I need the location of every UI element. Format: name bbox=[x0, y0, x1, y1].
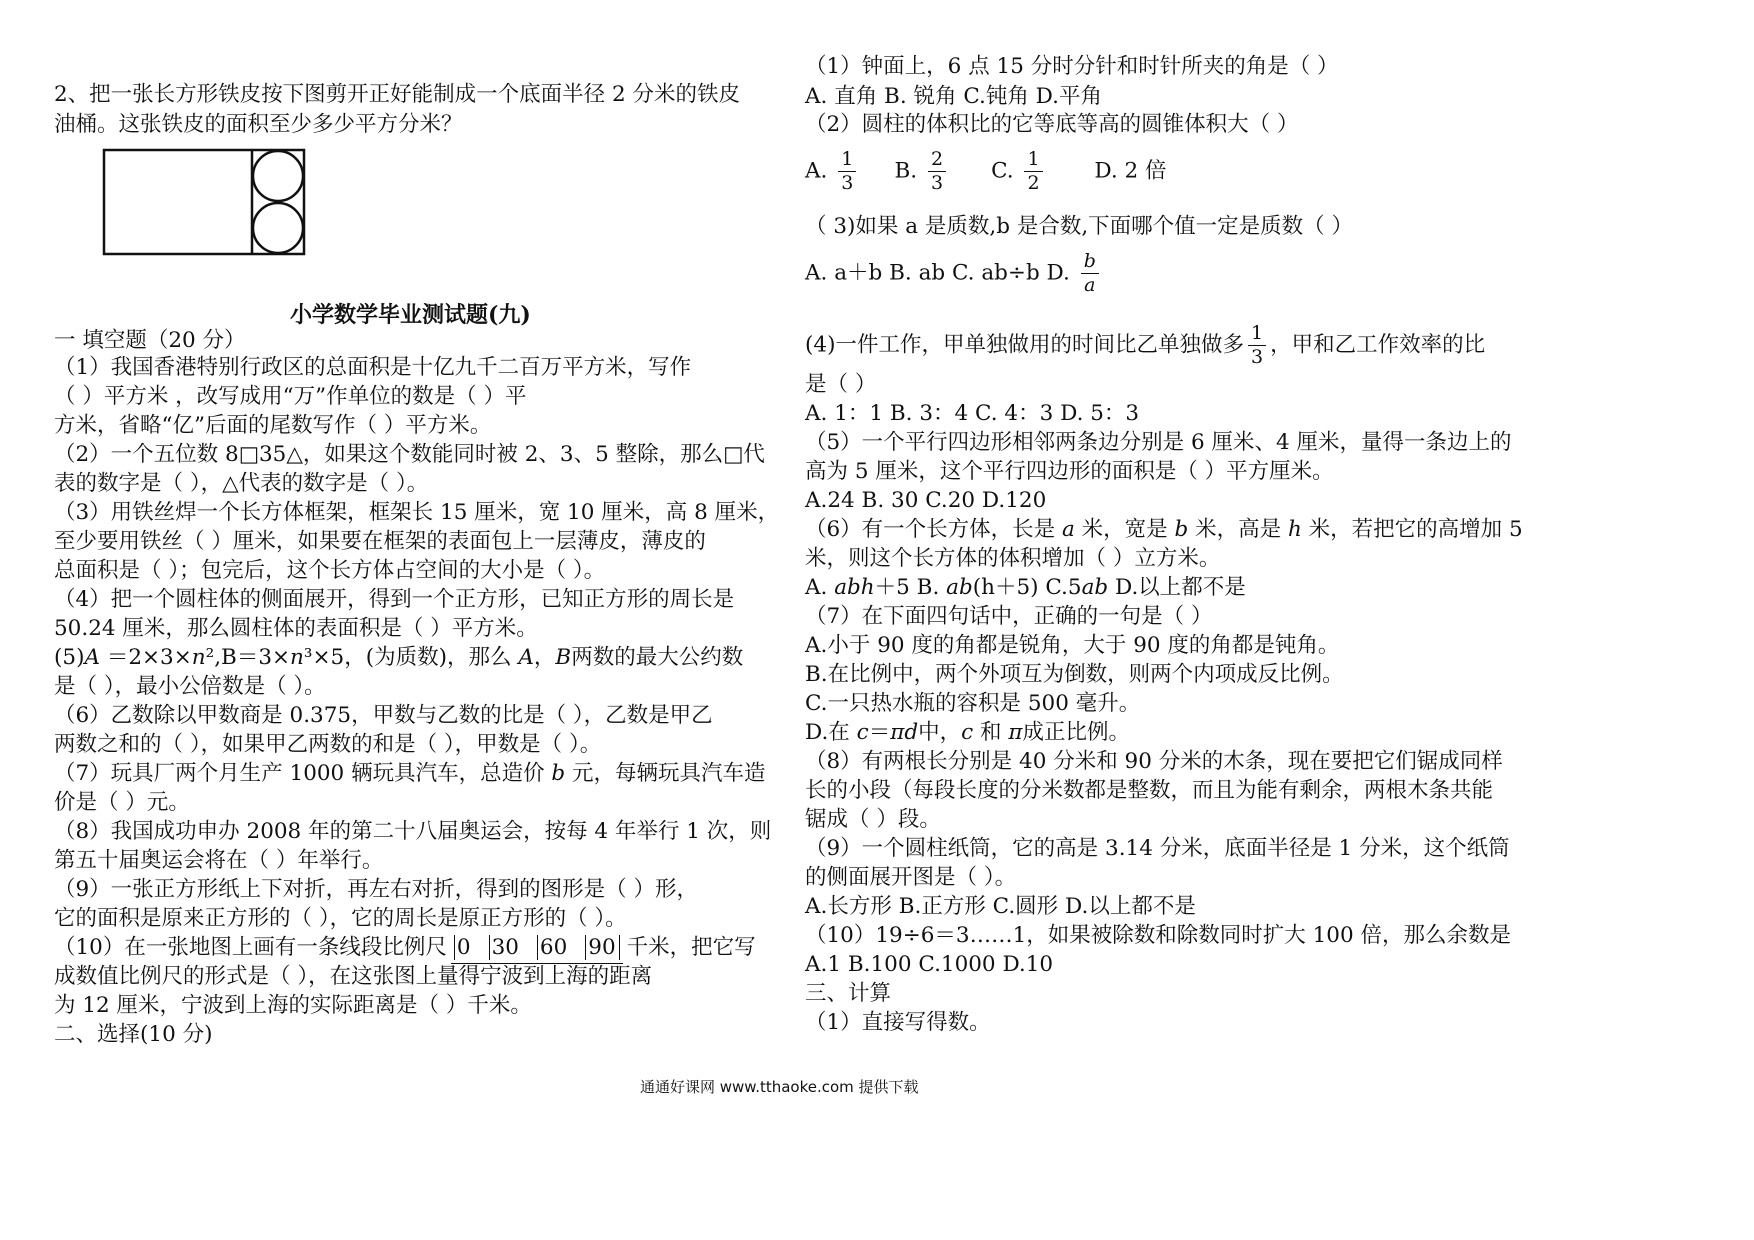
rectangle-circles-figure bbox=[100, 146, 310, 258]
q6-opt-a-expr: abh bbox=[834, 575, 875, 600]
choice-q1-options: A. 直角 B. 锐角 C.钝角 D.平角 bbox=[805, 84, 1102, 109]
frac-denominator: 3 bbox=[841, 172, 854, 194]
q6-var-a: a bbox=[1062, 517, 1075, 542]
q5-part-k: 两数的最大公约数 bbox=[571, 645, 744, 670]
fill-q3-line-2: 至少要用铁丝（ ）厘米，如果要在框架的表面包上一层薄皮，薄皮的 bbox=[54, 529, 706, 554]
q7d-and: 和 bbox=[973, 720, 1009, 745]
choice-q7-option-c: C.一只热水瓶的容积是 500 毫升。 bbox=[805, 691, 1141, 716]
q7d-c: c bbox=[856, 720, 869, 745]
q5-var-n1: n bbox=[191, 645, 206, 670]
fill-q9-line-1: （9）一张正方形纸上下对折，再左右对折，得到的图形是（ ）形， bbox=[54, 877, 699, 902]
calc-q1: （1）直接写得数。 bbox=[805, 1010, 991, 1035]
frac-numerator: 1 bbox=[838, 150, 856, 172]
frac-numerator: 1 bbox=[1024, 150, 1042, 172]
q6-part-b: 米，宽是 bbox=[1074, 517, 1175, 542]
scale-tick-0: 0 bbox=[454, 935, 471, 960]
choice-q8-line-2: 长的小段（每段长度的分米数都是整数，而且为能有剩余，两根木条共能 bbox=[805, 778, 1494, 803]
q2-opt-a-label: A. bbox=[805, 158, 828, 184]
choice-q6-line-1 bbox=[805, 515, 1523, 545]
fill-q4-line-2: 50.24 厘米，那么圆柱体的表面积是（ ）平方米。 bbox=[54, 616, 538, 641]
q7d-d: d bbox=[904, 720, 919, 745]
q5-part-c: ＝2×3× bbox=[100, 645, 192, 670]
fill-q6-line-2: 两数之和的（ ），如果甲乙两数的和是（ ），甲数是（ ）。 bbox=[54, 732, 602, 757]
q6-opt-a: A. bbox=[805, 575, 835, 600]
q7d-1: D.在 bbox=[805, 720, 857, 745]
fill-q7-line-2: 价是（ ）元。 bbox=[54, 790, 190, 815]
fill-q3-line-1: （3）用铁丝焊一个长方体框架，框架长 15 厘米，宽 10 厘米，高 8 厘米， bbox=[54, 500, 780, 525]
q5-var-b: B bbox=[555, 645, 572, 670]
choice-q8-line-3: 锯成（ ）段。 bbox=[805, 807, 941, 832]
q2-line-2: 油桶。这张铁皮的面积至少多少平方分米？ bbox=[54, 112, 463, 137]
scale-tick-90: 90 bbox=[585, 935, 619, 960]
q4-part-b: ，甲和乙工作效率的比 bbox=[1270, 332, 1486, 358]
choice-q4-line-2: 是（ ） bbox=[805, 372, 877, 397]
frac-numerator: 2 bbox=[928, 150, 946, 172]
fill-q8-line-2: 第五十届奥运会将在（ ）年举行。 bbox=[54, 848, 384, 873]
choice-q2: （2）圆柱的体积比的它等底等高的圆锥体积大（ ） bbox=[805, 112, 1299, 137]
q5-part-a: (5) bbox=[54, 645, 85, 670]
fill-q6-line-1: （6）乙数除以甲数商是 0.375，甲数与乙数的比是（ ），乙数是甲乙 bbox=[54, 703, 713, 728]
choice-q7-option-b: B.在比例中，两个外项互为倒数，则两个内项成反比例。 bbox=[805, 662, 1344, 687]
choice-q3: （ 3)如果 a 是质数,b 是合数,下面哪个值一定是质数（ ） bbox=[805, 214, 1353, 239]
fraction-two-thirds bbox=[928, 150, 946, 193]
q5-part-g: ³×5，(为质数)，那么 bbox=[303, 645, 519, 670]
q5-part-e: ²,B＝3× bbox=[205, 645, 291, 670]
line-scale-bar bbox=[451, 933, 623, 964]
q5-var-a: A bbox=[84, 645, 100, 670]
fill-q5-line-2: 是（ ），最小公倍数是（ ）。 bbox=[54, 674, 326, 699]
frac-numerator: 1 bbox=[1248, 324, 1266, 346]
q10-part-b: 千米，把它写 bbox=[626, 935, 756, 960]
scale-tick-60: 60 bbox=[537, 935, 567, 960]
choice-q10: （10）19÷6＝3……1，如果被除数和除数同时扩大 100 倍，那么余数是 bbox=[805, 923, 1511, 948]
fill-q2-line-1: （2）一个五位数 8□35△，如果这个数能同时被 2、3、5 整除，那么□代 bbox=[54, 442, 765, 467]
frac-numerator: b bbox=[1081, 252, 1099, 274]
fill-q1-line-3: 方米，省略“亿”后面的尾数写作（ ）平方米。 bbox=[54, 413, 492, 438]
section-3-heading: 三、计算 bbox=[805, 981, 892, 1006]
fill-q1-line-1: （1）我国香港特别行政区的总面积是十亿九千二百万平方米，写作 bbox=[54, 355, 692, 380]
choice-q4-line-1 bbox=[805, 324, 1485, 367]
fill-q4-line-1: （4）把一个圆柱体的侧面展开，得到一个正方形，已知正方形的周长是 bbox=[54, 587, 735, 612]
q7-part-c: 元，每辆玩具汽车造 bbox=[565, 761, 766, 786]
choice-q5-options: A.24 B. 30 C.20 D.120 bbox=[805, 488, 1047, 513]
frac-denominator: 3 bbox=[1250, 346, 1264, 368]
choice-q7: （7）在下面四句话中，正确的一句是（ ） bbox=[805, 604, 1213, 629]
fill-q10-line-2: 成数值比例尺的形式是（ ），在这张图上量得宁波到上海的距离 bbox=[54, 964, 653, 989]
top-circle bbox=[253, 151, 303, 201]
scale-tick-30: 30 bbox=[489, 935, 519, 960]
fraction-b-over-a bbox=[1081, 252, 1099, 295]
choice-q10-options: A.1 B.100 C.1000 D.10 bbox=[805, 952, 1054, 977]
frac-denominator: 3 bbox=[930, 172, 944, 194]
q5-var-n2: n bbox=[290, 645, 304, 670]
q7d-c2: c bbox=[961, 720, 974, 745]
fill-q8-line-1: （8）我国成功申办 2008 年的第二十八届奥运会，按每 4 年举行 1 次，则 bbox=[54, 819, 772, 844]
fill-q3-line-3: 总面积是（ ）；包完后，这个长方体占空间的大小是（ ）。 bbox=[54, 558, 606, 583]
choice-q3-options bbox=[805, 252, 1103, 295]
q2-opt-c-label: C. bbox=[991, 158, 1014, 184]
choice-q1: （1）钟面上，6 点 15 分时分针和时针所夹的角是（ ） bbox=[805, 54, 1339, 79]
choice-q2-options bbox=[805, 150, 1167, 193]
fill-q2-line-2: 表的数字是（ ），△代表的数字是（ ）。 bbox=[54, 471, 429, 496]
q6-part-d: 米，若把它的高增加 5 bbox=[1301, 517, 1523, 542]
q6-opt-b-expr: ab bbox=[946, 575, 973, 600]
q7d-eq: ＝ bbox=[868, 720, 891, 745]
q3-opts-text: A. a＋b B. ab C. ab÷b D. bbox=[805, 260, 1070, 286]
fill-q9-line-2: 它的面积是原来正方形的（ ），它的周长是原正方形的（ ）。 bbox=[54, 906, 627, 931]
q7d-pi2: π bbox=[1008, 720, 1023, 745]
fill-q5-line-1 bbox=[54, 643, 743, 673]
fill-q10-line-3: 为 12 厘米，宁波到上海的实际距离是（ ）千米。 bbox=[54, 993, 532, 1018]
q6-var-b: b bbox=[1174, 517, 1189, 542]
q6-opt-c: (h＋5) C.5 bbox=[972, 575, 1082, 600]
q2-opt-d-label: D. 2 倍 bbox=[1094, 158, 1167, 184]
q2-opt-b-label: B. bbox=[894, 158, 918, 184]
q6-part-c: 米，高是 bbox=[1188, 517, 1288, 542]
q7d-6: 中， bbox=[918, 720, 962, 745]
page-title: 小学数学毕业测试题(九) bbox=[290, 302, 531, 328]
q7-var-b: b bbox=[551, 761, 566, 786]
q6-var-h: h bbox=[1287, 517, 1302, 542]
q7-part-a: （7）玩具厂两个月生产 1000 辆玩具汽车，总造价 bbox=[54, 761, 552, 786]
choice-q6-options bbox=[805, 573, 1246, 603]
q6-opt-b: ＋5 B. bbox=[874, 575, 947, 600]
frac-denominator: 2 bbox=[1027, 172, 1040, 194]
fraction-one-half bbox=[1024, 150, 1042, 193]
choice-q4-options: A. 1：1 B. 3：4 C. 4：3 D. 5：3 bbox=[805, 401, 1140, 426]
choice-q9-line-1: （9）一个圆柱纸筒，它的高是 3.14 分米，底面半径是 1 分米，这个纸筒 bbox=[805, 836, 1510, 861]
q4-part-a: (4)一件工作，甲单独做用的时间比乙单独做多 bbox=[805, 332, 1244, 358]
choice-q9-line-2: 的侧面展开图是（ ）。 bbox=[805, 865, 1017, 890]
fraction-one-third bbox=[1248, 324, 1266, 367]
fraction-one-third bbox=[838, 150, 856, 193]
q6-opt-d: D.以上都不是 bbox=[1108, 575, 1246, 600]
q5-var-a2: A bbox=[518, 645, 534, 670]
q2-line-1: 2、把一张长方形铁皮按下图剪开正好能制成一个底面半径 2 分米的铁皮 bbox=[54, 82, 741, 107]
q10-part-a: （10）在一张地图上画有一条线段比例尺 bbox=[54, 935, 447, 960]
section-2-heading: 二、选择(10 分) bbox=[54, 1022, 213, 1047]
choice-q7-option-a: A.小于 90 度的角都是锐角，大于 90 度的角都是钝角。 bbox=[805, 633, 1340, 658]
footer-source: 通通好课网 www.tthaoke.com 提供下载 bbox=[640, 1078, 919, 1096]
bottom-circle bbox=[253, 203, 303, 253]
q6-opt-c-expr: ab bbox=[1081, 575, 1109, 600]
fill-q7-line-1 bbox=[54, 759, 766, 789]
choice-q5-line-1: （5）一个平行四边形相邻两条边分别是 6 厘米、4 厘米，量得一条边上的 bbox=[805, 430, 1512, 455]
choice-q6-line-2: 米，则这个长方体的体积增加（ ）立方米。 bbox=[805, 546, 1221, 571]
sheet-rectangle bbox=[104, 150, 304, 254]
fill-q10-line-1 bbox=[54, 933, 756, 964]
choice-q7-option-d bbox=[805, 718, 1130, 748]
frac-denominator: a bbox=[1084, 274, 1096, 296]
section-1-heading: 一 填空题（20 分） bbox=[54, 328, 246, 353]
choice-q9-options: A.长方形 B.正方形 C.圆形 D.以上都不是 bbox=[805, 894, 1196, 919]
q7d-end: 成正比例。 bbox=[1022, 720, 1130, 745]
q7d-pi: π bbox=[890, 720, 905, 745]
q5-part-i: ， bbox=[533, 645, 556, 670]
fill-q1-line-2: （ ）平方米 ，改写成用“万”作单位的数是（ ）平 bbox=[54, 384, 527, 409]
choice-q5-line-2: 高为 5 厘米，这个平行四边形的面积是（ ）平方厘米。 bbox=[805, 459, 1334, 484]
choice-q8-line-1: （8）有两根长分别是 40 分米和 90 分米的木条，现在要把它们锯成同样 bbox=[805, 749, 1503, 774]
q6-part-a: （6）有一个长方体，长是 bbox=[805, 517, 1063, 542]
